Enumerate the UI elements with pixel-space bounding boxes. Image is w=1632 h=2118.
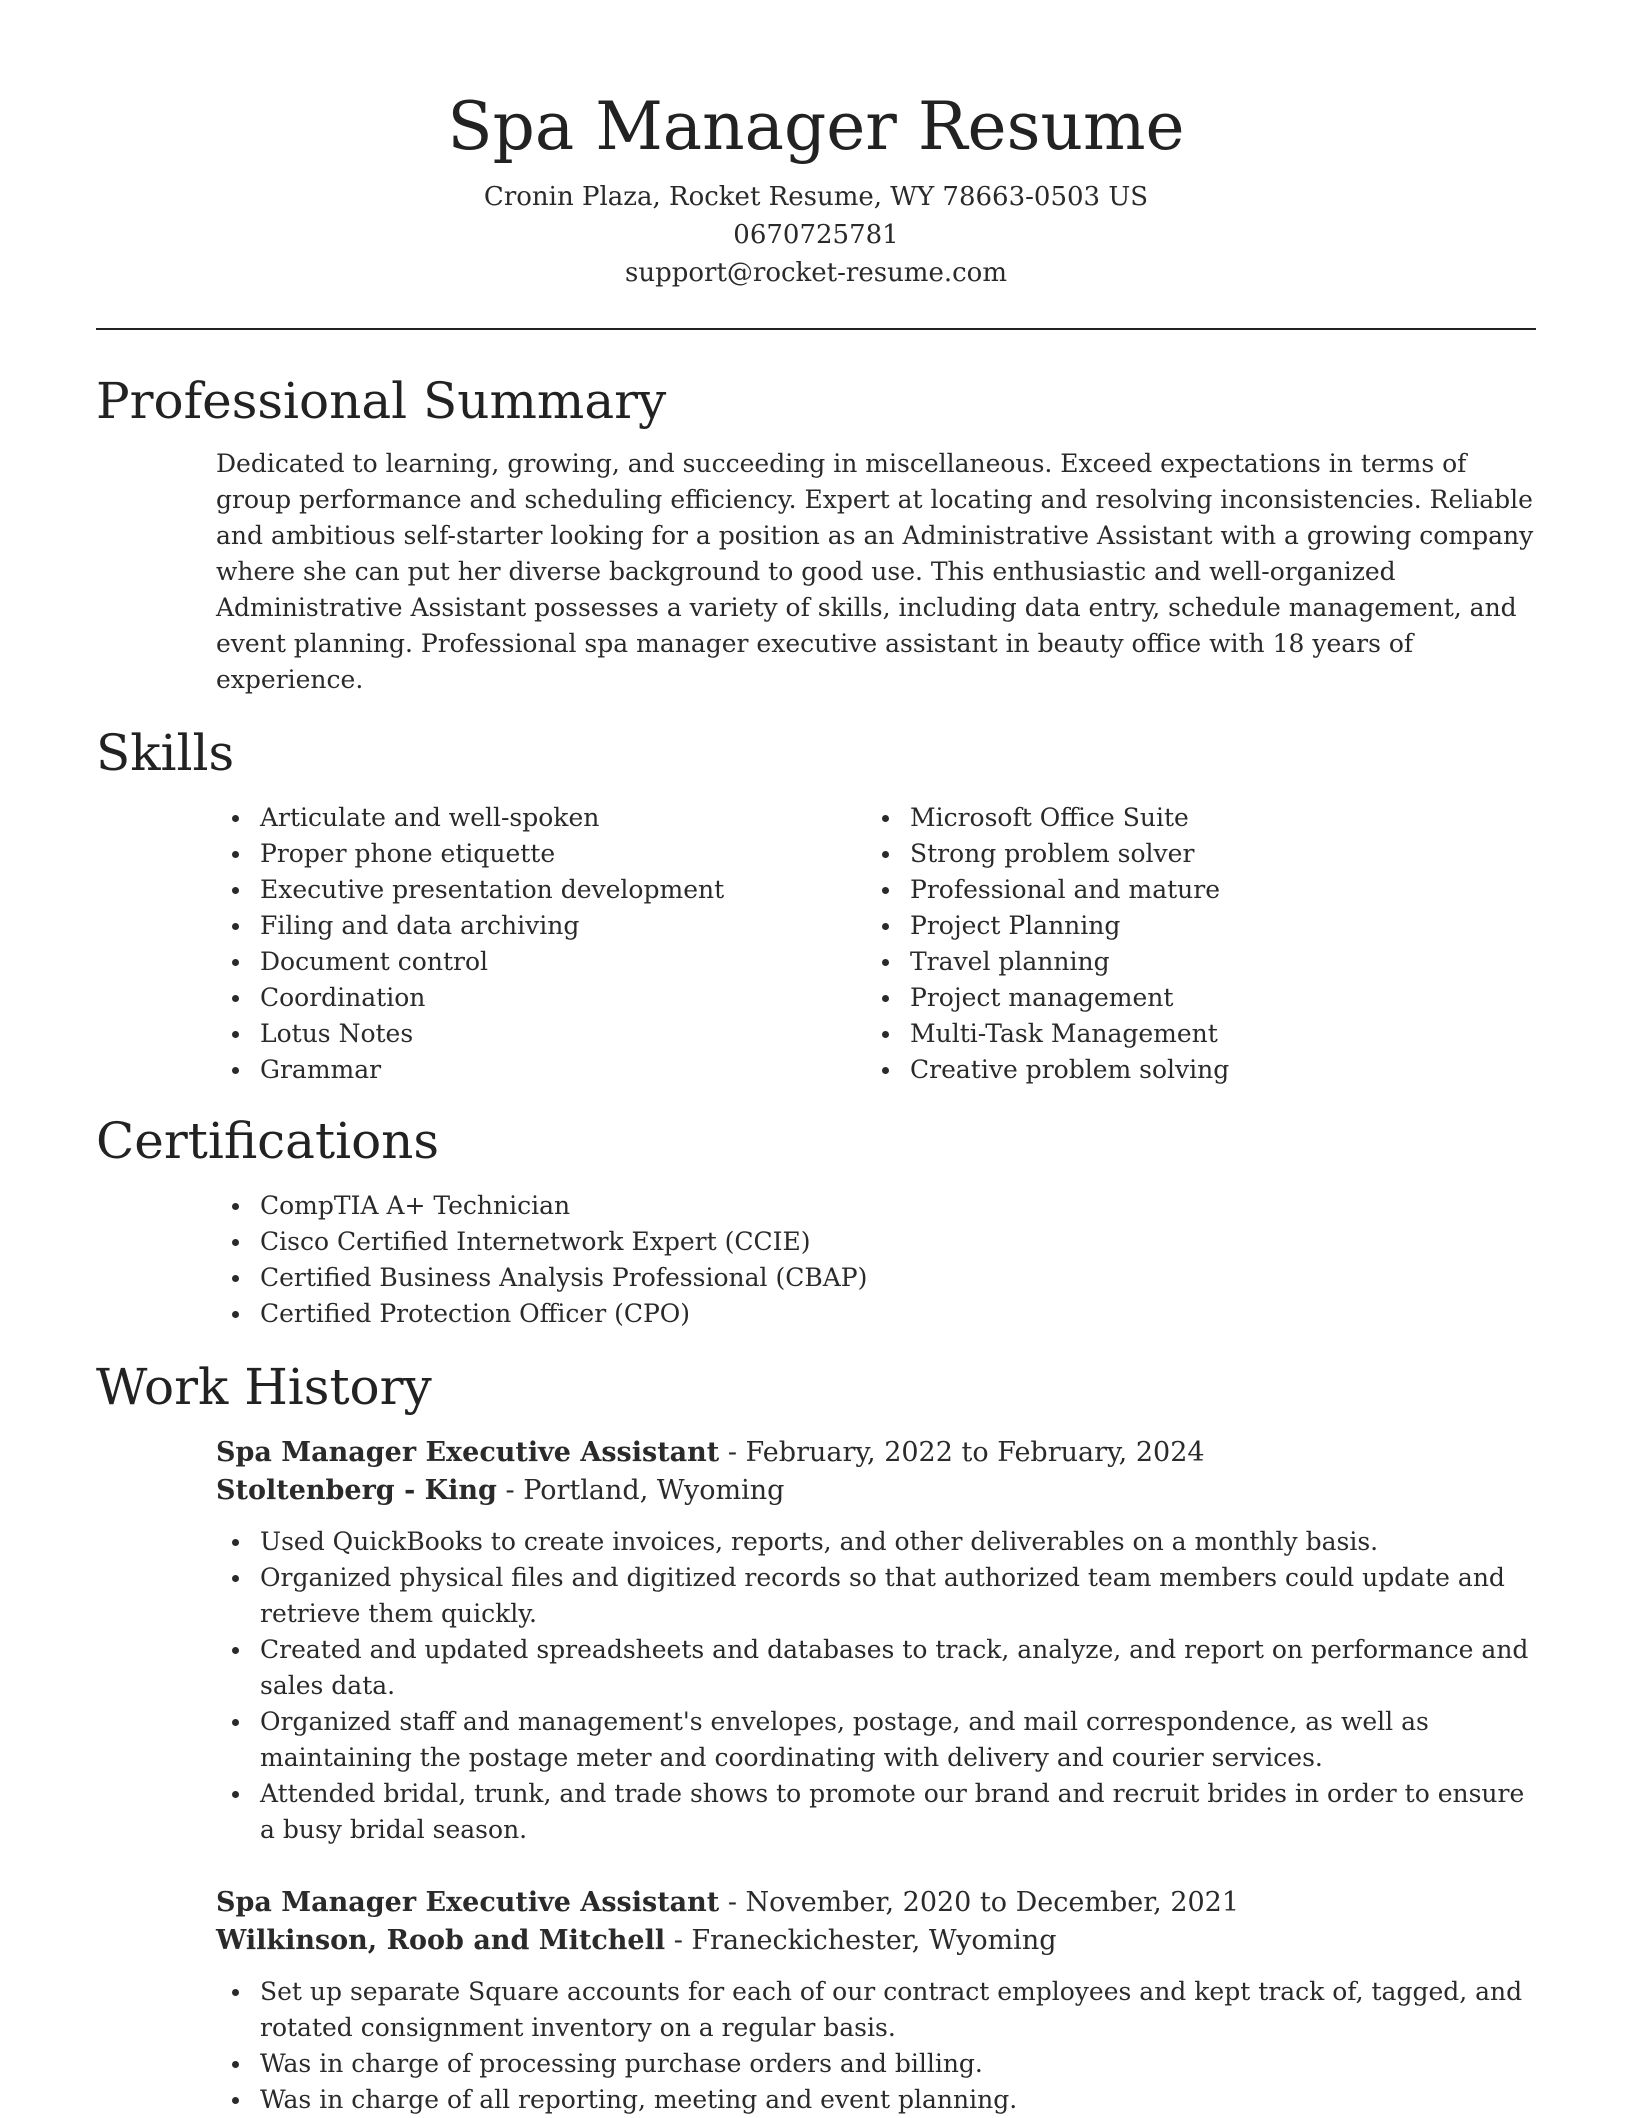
- certification-item: Certified Protection Officer (CPO): [260, 1296, 1536, 1332]
- skills-list-left: [216, 800, 866, 1088]
- job-duties: [216, 1974, 1536, 2118]
- skill-item: Lotus Notes: [260, 1016, 866, 1052]
- skill-item: Filing and data archiving: [260, 908, 866, 944]
- skill-item: Creative problem solving: [910, 1052, 1516, 1088]
- certification-item: CompTIA A+ Technician: [260, 1188, 1536, 1224]
- job-company-line: [216, 1472, 1536, 1510]
- skill-item: Project management: [910, 980, 1516, 1016]
- certifications-list: [216, 1188, 1536, 1332]
- job-duty-item: Used QuickBooks to create invoices, reports, and other deliverables on a monthly basis.: [260, 1524, 1536, 1560]
- summary-heading: Professional Summary: [96, 372, 667, 430]
- work-history-heading: Work History: [96, 1358, 432, 1416]
- job-duty-item: Organized staff and management's envelopes, postage, and mail correspondence, as well as maintaining the postage meter and coordinating with delivery and courier services.: [260, 1704, 1536, 1776]
- skills-list-right: [866, 800, 1516, 1088]
- header-divider: [96, 328, 1536, 330]
- job-role: Spa Manager Executive Assistant: [216, 1437, 720, 1468]
- summary-body: [216, 446, 1536, 698]
- skill-item: Articulate and well-spoken: [260, 800, 866, 836]
- resume-title: Spa Manager Resume: [447, 88, 1185, 165]
- contact-phone: 0670725781: [733, 220, 899, 250]
- certifications-body: [216, 1188, 1536, 1332]
- resume-page: [96, 0, 1536, 2118]
- summary-section: [96, 370, 1536, 698]
- certifications-heading: Certifications: [96, 1112, 440, 1170]
- skills-section: [96, 722, 1536, 1088]
- job-role: Spa Manager Executive Assistant: [216, 1887, 720, 1918]
- job-duty-item: Created and updated spreadsheets and databases to track, analyze, and report on performance and sales data.: [260, 1632, 1536, 1704]
- job-duties-list: [216, 1974, 1536, 2118]
- skills-column-right: [866, 800, 1516, 1088]
- summary-text: Dedicated to learning, growing, and succeeding in miscellaneous. Exceed expectations in terms of group performance and scheduling efficiency. Expert at locating and resolving inconsistencies. Reliable and ambitious self-starter looking for a position as an Administrative Assistant with a growing company where she can put her diverse background to good use. This enthusiastic and well-organized Administrative Assistant possesses a variety of skills, including data entry, schedule management, and event planning. Professional spa manager executive assistant in beauty office with 18 years of experience.: [216, 449, 1534, 694]
- job-entry: [216, 1434, 1536, 1848]
- job-duty-item: Organized physical files and digitized records so that authorized team members could update and retrieve them quickly.: [260, 1560, 1536, 1632]
- job-duties: [216, 1524, 1536, 1848]
- job-entry: [216, 1884, 1536, 2118]
- job-duty-item: Was in charge of processing purchase orders and billing.: [260, 2046, 1536, 2082]
- job-company: Stoltenberg - King: [216, 1475, 497, 1506]
- job-location: - Franeckichester, Wyoming: [665, 1925, 1057, 1956]
- skill-item: Strong problem solver: [910, 836, 1516, 872]
- job-dates: - November, 2020 to December, 2021: [719, 1887, 1240, 1918]
- certification-item: Cisco Certified Internetwork Expert (CCIE): [260, 1224, 1536, 1260]
- skill-item: Travel planning: [910, 944, 1516, 980]
- job-duty-item: Set up separate Square accounts for each of our contract employees and kept track of, tagged, and rotated consignment inventory on a regular basis.: [260, 1974, 1536, 2046]
- job-dates: - February, 2022 to February, 2024: [719, 1437, 1205, 1468]
- job-title-line: [216, 1884, 1536, 1922]
- skills-heading: Skills: [96, 724, 235, 782]
- job-location: - Portland, Wyoming: [496, 1475, 785, 1506]
- contact-address: Cronin Plaza, Rocket Resume, WY 78663-0503 US: [483, 182, 1149, 212]
- skill-item: Coordination: [260, 980, 866, 1016]
- job-duties-list: [216, 1524, 1536, 1848]
- skill-item: Microsoft Office Suite: [910, 800, 1516, 836]
- job-duty-item: Was in charge of all reporting, meeting and event planning.: [260, 2082, 1536, 2118]
- skill-item: Project Planning: [910, 908, 1516, 944]
- job-company-line: [216, 1922, 1536, 1960]
- skill-item: Document control: [260, 944, 866, 980]
- skill-item: Executive presentation development: [260, 872, 866, 908]
- skill-item: Proper phone etiquette: [260, 836, 866, 872]
- skill-item: Multi-Task Management: [910, 1016, 1516, 1052]
- certifications-section: [96, 1110, 1536, 1332]
- skills-column-left: [216, 800, 866, 1088]
- skills-grid: [216, 800, 1536, 1088]
- job-title-line: [216, 1434, 1536, 1472]
- work-history-section: [96, 1356, 1536, 2118]
- certification-item: Certified Business Analysis Professional (CBAP): [260, 1260, 1536, 1296]
- job-company: Wilkinson, Roob and Mitchell: [216, 1925, 666, 1956]
- contact-info: [96, 178, 1536, 292]
- contact-email: support@rocket-resume.com: [624, 258, 1007, 288]
- job-duty-item: Attended bridal, trunk, and trade shows to promote our brand and recruit brides in order to ensure a busy bridal season.: [260, 1776, 1536, 1848]
- skill-item: Professional and mature: [910, 872, 1516, 908]
- resume-header: [96, 0, 1536, 292]
- skill-item: Grammar: [260, 1052, 866, 1088]
